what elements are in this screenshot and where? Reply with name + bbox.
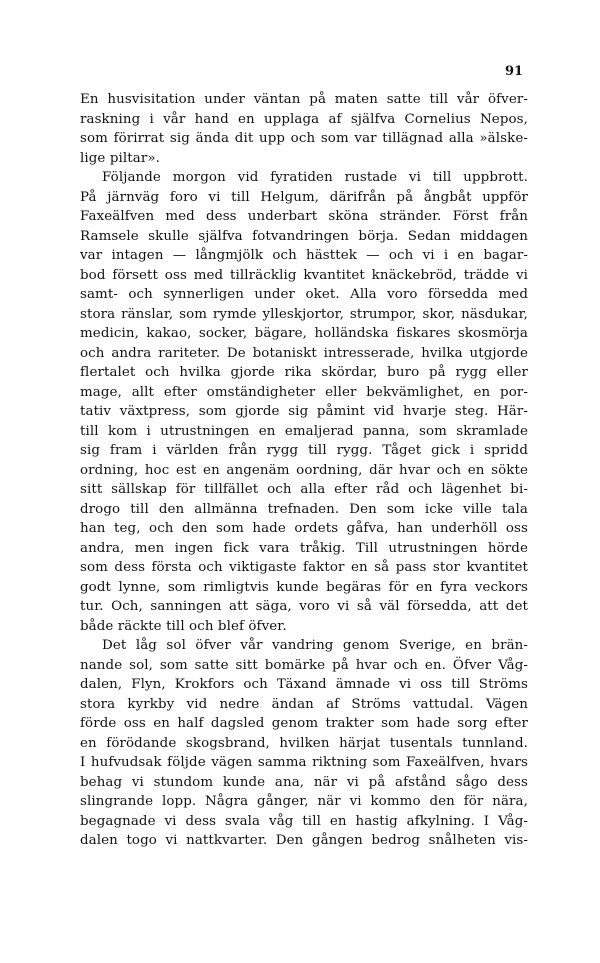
- text-line: En husvisitation under väntan på maten satte till vår öfver-: [80, 92, 528, 107]
- page-number: 91: [505, 64, 524, 79]
- text-line: godt lynne, som rimligtvis kunde begäras för en fyra veckors: [80, 579, 528, 595]
- text-line: tativ växtpress, som gjorde sig påmint vid hvarje steg. Här-: [80, 404, 528, 419]
- text-line: andra, men ingen fick vara tråkig. Till utrustningen hörde: [80, 540, 528, 556]
- text-line: lige piltar».: [80, 150, 160, 166]
- text-line: förde oss en half dagsled genom trakter som hade sorg efter: [80, 716, 528, 731]
- text-line: Följande morgon vid fyratiden rustade vi till uppbrott.: [102, 170, 528, 185]
- text-line: en förödande skogsbrand, hvilken härjat tusentals tunnland.: [80, 735, 528, 751]
- text-line: dalen, Flyn, Krokfors och Täxand ämnade vi oss till Ströms: [80, 677, 528, 692]
- text-line: både räckte till och blef öfver.: [80, 618, 287, 634]
- text-line: var intagen — långmjölk och hästtek — och vi i en bagar-: [80, 248, 528, 263]
- text-line: begagnade vi dess svala våg till en hastig afkylning. I Våg-: [80, 813, 528, 829]
- text-line: slingrande lopp. Några gånger, när vi kommo den för nära,: [80, 794, 528, 809]
- text-line: bod försett oss med tillräcklig kvantitet knäckebröd, trädde vi: [80, 267, 528, 283]
- text-line: dalen togo vi nattkvarter. Den gången bedrog snålheten vis-: [80, 833, 528, 848]
- text-line: raskning i vår hand en upplaga af själfva Cornelius Nepos,: [80, 111, 528, 127]
- text-line: flertalet och hvilka gjorde rika skördar, buro på rygg eller: [80, 365, 528, 380]
- text-line: sitt sällskap för tillfället och alla efter råd och lägenhet bi-: [80, 482, 528, 497]
- text-line: På järnväg foro vi till Helgum, därifrån på ångbåt uppför: [80, 189, 528, 205]
- text-line: samt- och synnerligen under oket. Alla voro försedda med: [80, 287, 528, 302]
- text-line: mage, allt efter omständigheter eller bekvämlighet, en por-: [80, 384, 528, 400]
- text-line: behag vi stundom kunde ana, när vi på afstånd sågo dess: [80, 774, 528, 790]
- text-line: och andra rariteter. De botaniskt intresserade, hvilka utgjorde: [80, 345, 528, 361]
- text-line: medicin, kakao, socker, bägare, holländska fiskares skosmörja: [80, 326, 528, 341]
- text-line: tur. Och, sanningen att säga, voro vi så väl försedda, att det: [80, 599, 528, 614]
- text-line: till kom i utrustningen en emaljerad panna, som skramlade: [80, 423, 528, 439]
- text-line: I hufvudsak följde vägen samma riktning som Faxeälfven, hvars: [80, 755, 528, 770]
- text-line: han teg, och den som hade ordets gåfva, han underhöll oss: [80, 521, 528, 536]
- text-line: stora kyrkby vid nedre ändan af Ströms vattudal. Vägen: [80, 696, 528, 712]
- text-line: ordning, hoc est en angenäm oordning, där hvar och en sökte: [80, 462, 528, 478]
- text-line: Ramsele skulle själfva fotvandringen börja. Sedan middagen: [80, 228, 528, 244]
- text-line: sig fram i världen från rygg till rygg. Tåget gick i spridd: [80, 443, 528, 458]
- text-line: stora ränslar, som rymde ylleskjortor, strumpor, skor, näsdukar,: [80, 306, 528, 322]
- text-line: drogo till den allmänna trefnaden. Den som icke ville tala: [80, 501, 528, 517]
- text-line: Faxeälfven med dess underbart sköna stränder. Först från: [80, 209, 528, 224]
- text-line: som dess första och viktigaste faktor en så pass stor kvantitet: [80, 560, 528, 575]
- body-text: [80, 90, 528, 851]
- text-line: som förirrat sig ända dit upp och som var tillägnad alla »älske-: [80, 131, 528, 146]
- text-line: Det låg sol öfver vår vandring genom Sverige, en brän-: [102, 638, 528, 653]
- text-line: nande sol, som satte sitt bomärke på hvar och en. Öfver Våg-: [80, 657, 528, 673]
